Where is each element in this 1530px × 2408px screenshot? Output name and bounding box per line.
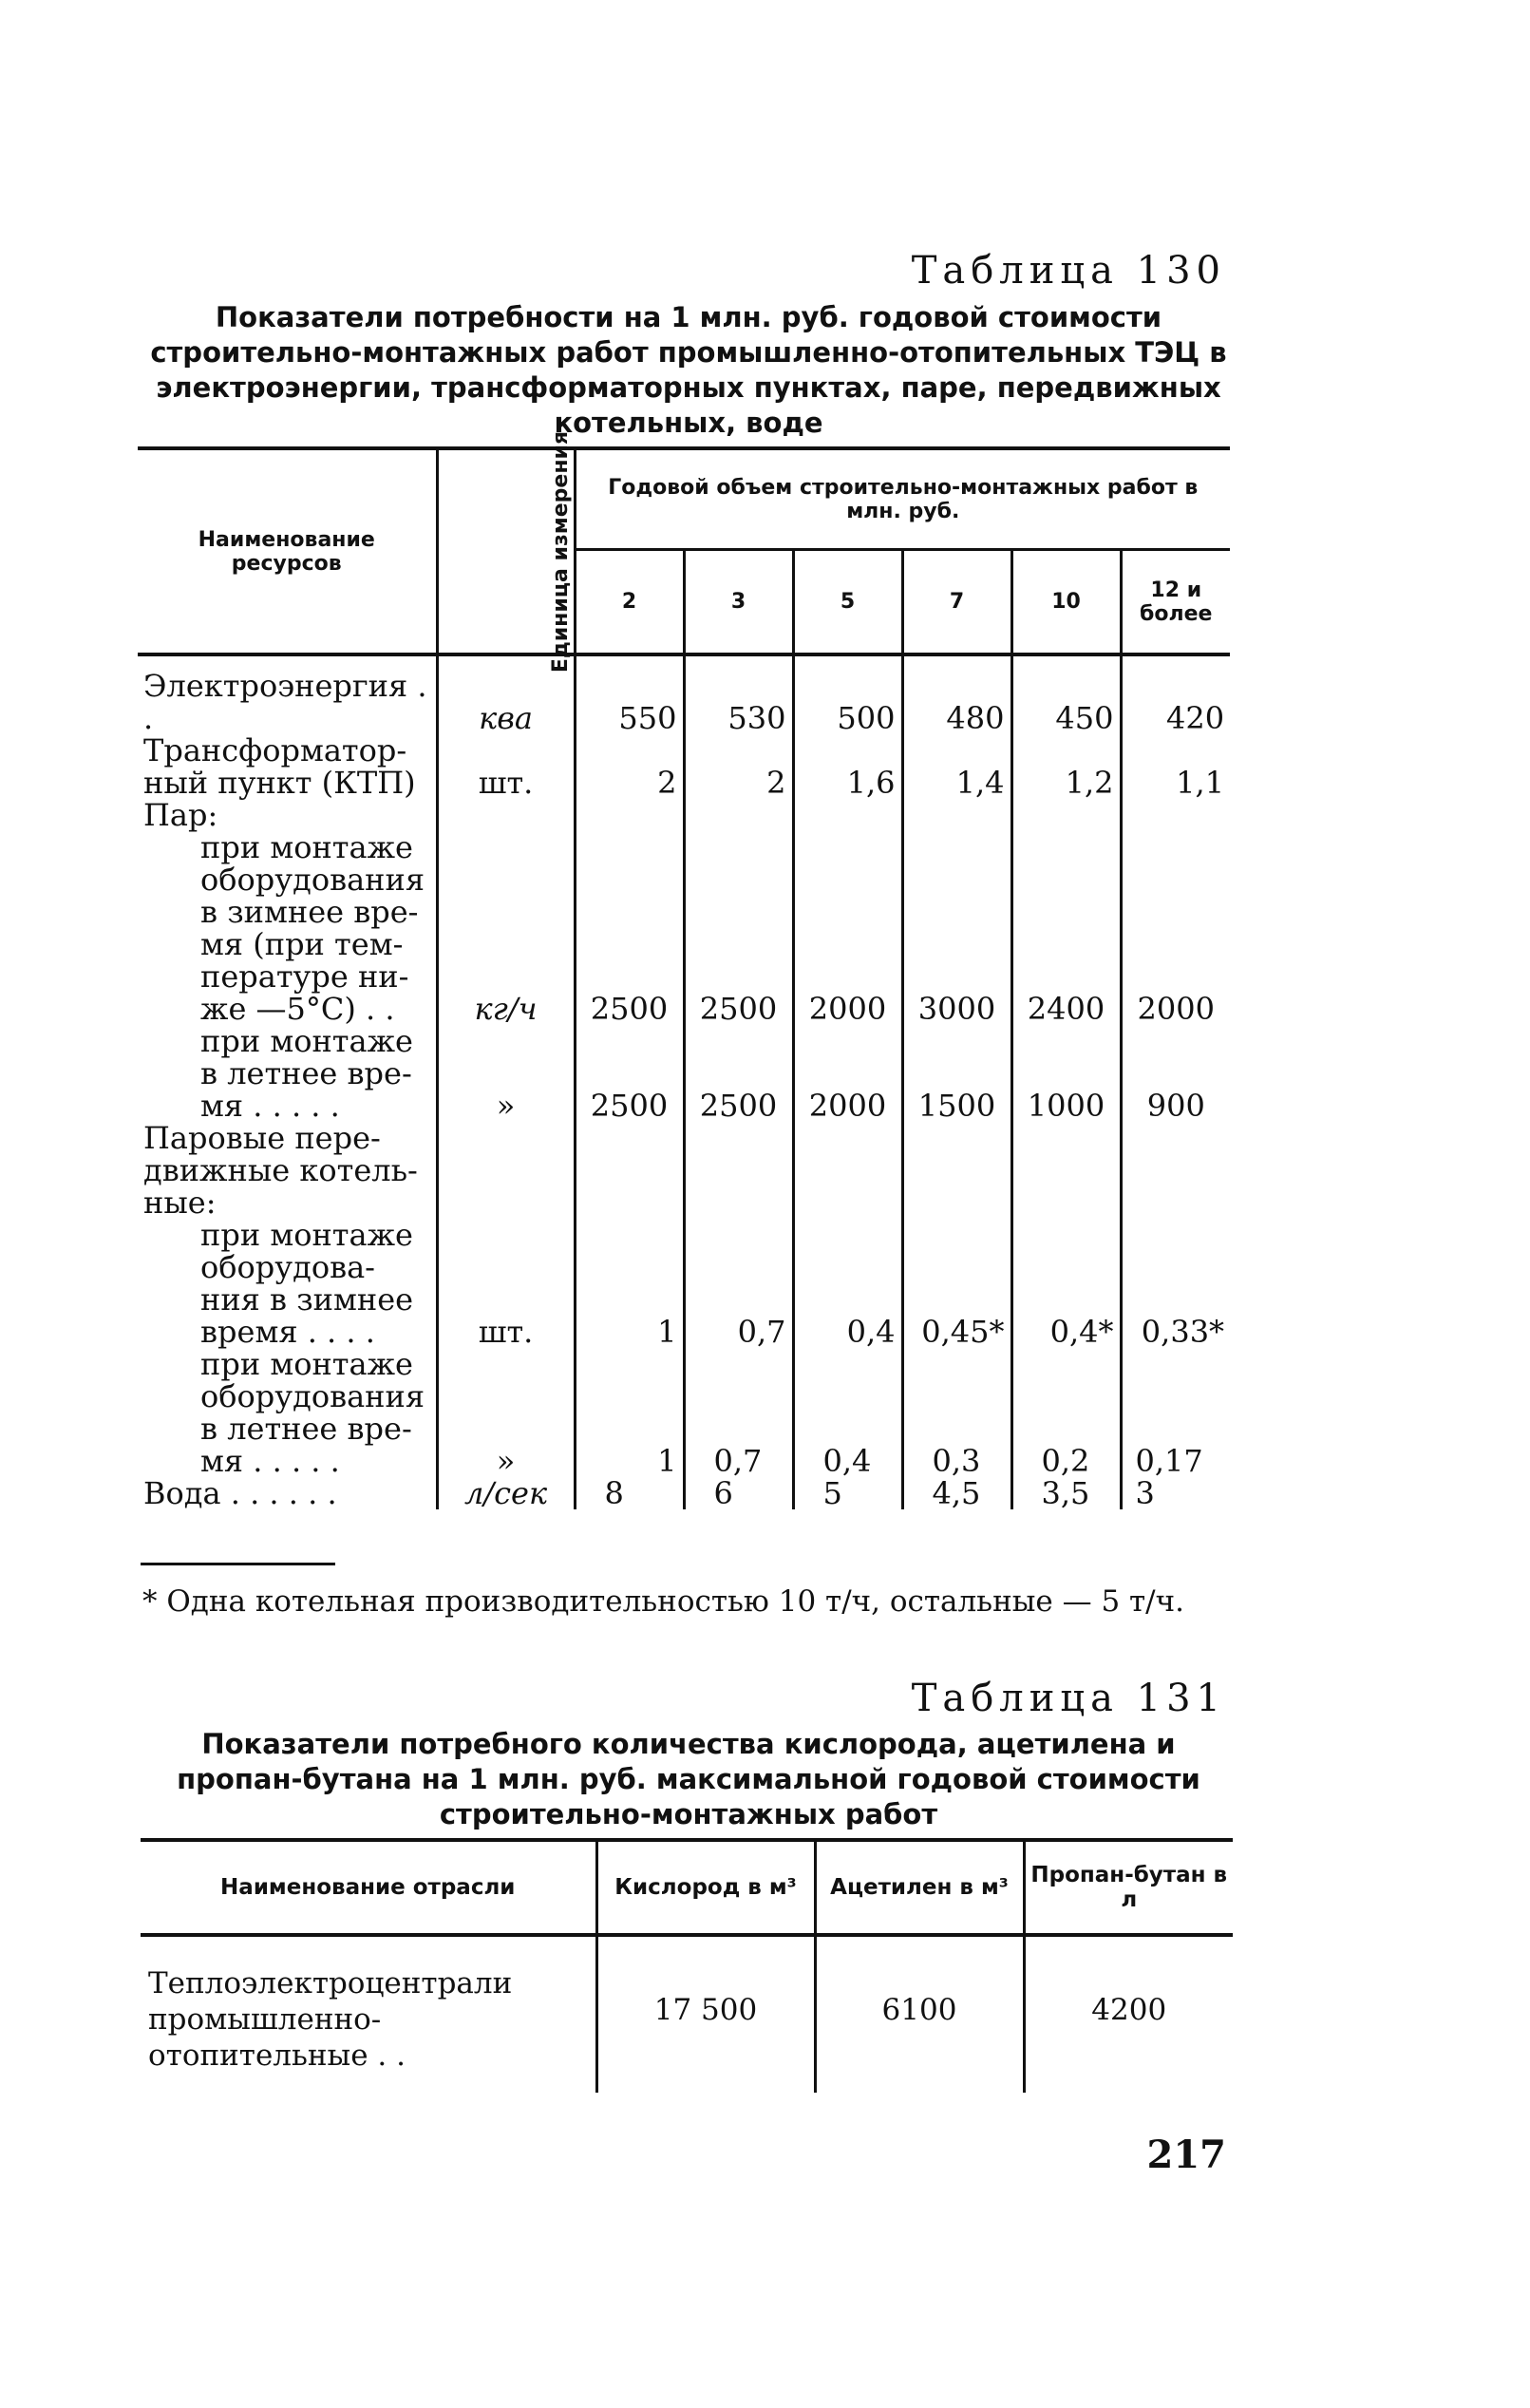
col-header-2: 2 [575,550,684,655]
col-header-5: 5 [793,550,902,655]
cell-value: 1,6 [793,734,902,799]
row-name [138,1348,437,1477]
page-number: 217 [1146,2133,1226,2177]
col-header-branch: Наименование отрасли [141,1840,596,1935]
col-header-resource: Наименование ресурсов [138,448,437,654]
table-row [138,1348,1230,1477]
cell-value: 0,4 [793,1348,902,1477]
row-unit: » [437,1025,575,1122]
cell-value: 0,2 [1011,1348,1121,1477]
row-name-line: оборудования [200,862,425,898]
row-unit: ква [437,670,575,734]
cell-value: 0,3 [902,1348,1011,1477]
row-name-line: мя . . . . . [200,1088,340,1124]
cell-value: 550 [575,670,684,734]
cell-value: 2500 [575,1025,684,1122]
cell-value: 0,45* [902,1219,1011,1348]
row-name [138,734,437,799]
cell-value: 0,7 [684,1219,793,1348]
row-name-line: оборудования [200,1378,425,1414]
row-name-line: ния в зимнее [200,1281,414,1318]
col-header-3: 3 [684,550,793,655]
row-name-line: ный пункт (КТП) [143,765,416,801]
cell-value: 450 [1011,670,1121,734]
cell-value: 0,33* [1121,1219,1230,1348]
cell-value: 5 [793,1477,902,1509]
row-unit: шт. [437,734,575,799]
row-name-line: мя . . . . . [200,1443,340,1479]
table-row [138,734,1230,799]
cell-value: 4,5 [902,1477,1011,1509]
cell-oxygen: 17 500 [596,1935,815,2093]
cell-value: 1,2 [1011,734,1121,799]
row-name-line: же —5°С) . . [200,991,395,1027]
cell-value: 2500 [575,831,684,1025]
cell-value: 8 [575,1477,684,1509]
cell-value: 900 [1121,1025,1230,1122]
cell-value: 2000 [793,1025,902,1122]
row-unit: кг/ч [437,831,575,1025]
cell-value: 3 [1121,1477,1230,1509]
cell-value: 530 [684,670,793,734]
row-name-line: ные: [143,1185,217,1221]
row-name: Вода . . . . . . [143,1475,337,1511]
table-131-label: Таблица 131 [911,1677,1226,1720]
cell-acetylene: 6100 [815,1935,1024,2093]
cell-value: 2500 [684,831,793,1025]
row-name-line: при монтаже [200,1346,413,1382]
row-name [138,831,437,1025]
row-name-line: при монтаже [200,829,413,865]
row-name [138,1025,437,1122]
cell-value: 0,4 [793,1219,902,1348]
row-name-line: в зимнее вре- [200,894,419,930]
cell-value: 2500 [684,1025,793,1122]
col-header-oxygen: Кислород в м³ [596,1840,815,1935]
cell-value: 0,4* [1011,1219,1121,1348]
row-unit: л/сек [437,1477,575,1509]
table-row [138,799,1230,831]
table-row [138,1219,1230,1348]
cell-value: 2000 [793,831,902,1025]
cell-value: 1 [575,1348,684,1477]
cell-value: 3000 [902,831,1011,1025]
row-unit: » [437,1348,575,1477]
row-name-line: время . . . . [200,1314,375,1350]
row-name-line: пературе ни- [200,958,409,995]
cell-value: 2000 [1121,831,1230,1025]
row-name-line: оборудова- [200,1249,375,1285]
table-131 [141,1838,1233,2093]
cell-value: 2 [575,734,684,799]
col-header-12-more: 12 и более [1121,550,1230,655]
row-name-line: мя (при тем- [200,926,404,962]
row-unit: шт. [437,1219,575,1348]
cell-value: 1,4 [902,734,1011,799]
cell-propane: 4200 [1024,1935,1233,2093]
cell-value: 0,7 [684,1348,793,1477]
row-name: Теплоэлектроцентрали промышленно-отопительные . . [148,1966,513,2073]
row-name: Электроэнергия . . [143,668,427,736]
row-name-line: при монтаже [200,1023,413,1059]
table-row [138,1477,1230,1509]
table-130-label: Таблица 130 [911,249,1226,293]
row-name: Пар: [143,797,218,833]
table-130-title: Показатели потребности на 1 млн. руб. годовой стоимости строительно-монтажных работ промышленно-отопительных ТЭЦ в электроэнергии, трансформаторных пунктах, паре, передвижных котельных, воде [150,301,1227,439]
table-130 [138,430,1230,1511]
table-row [138,831,1230,1025]
col-header-7: 7 [902,550,1011,655]
cell-value: 420 [1121,670,1230,734]
row-name [138,1219,437,1348]
table-row [138,670,1230,734]
cell-value: 1500 [902,1025,1011,1122]
row-name-line: Трансформатор- [143,732,407,768]
col-header-10: 10 [1011,550,1121,655]
table-row [141,1935,1233,2093]
row-name-line: при монтаже [200,1217,413,1253]
row-name-line: движные котель- [143,1152,418,1188]
cell-value: 480 [902,670,1011,734]
col-header-propane: Пропан-бутан в л [1024,1840,1233,1935]
cell-value: 1000 [1011,1025,1121,1122]
col-header-acetylene: Ацетилен в м³ [815,1840,1024,1935]
row-name-line: Паровые пере- [143,1120,381,1156]
table-row [138,1122,1230,1219]
cell-value: 0,17 [1121,1348,1230,1477]
table-131-title: Показатели потребного количества кислорода, ацетилена и пропан-бутана на 1 млн. руб. максимальной годовой стоимости строительно-монтажных работ [177,1728,1200,1830]
table-row [138,1025,1230,1122]
row-name-line: в летнее вре- [200,1411,412,1447]
col-header-volume-group: Годовой объем строительно-монтажных работ в млн. руб. [575,448,1230,550]
row-name-line: в летнее вре- [200,1055,412,1091]
cell-value: 1,1 [1121,734,1230,799]
cell-value: 6 [684,1477,793,1509]
row-name [138,1122,437,1219]
cell-value: 2 [684,734,793,799]
footnote: * Одна котельная производительностью 10 т/ч, остальные — 5 т/ч. [142,1584,1184,1619]
cell-value: 500 [793,670,902,734]
cell-value: 3,5 [1011,1477,1121,1509]
col-header-unit [437,430,575,673]
footnote-rule [141,1563,335,1565]
cell-value: 2400 [1011,831,1121,1025]
col-header-unit-text: Единица измерения [548,430,573,673]
cell-value: 1 [575,1219,684,1348]
